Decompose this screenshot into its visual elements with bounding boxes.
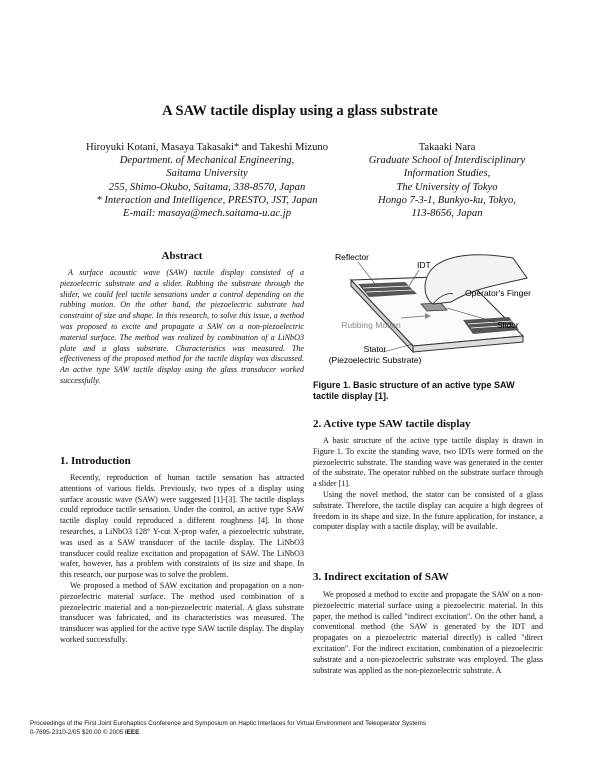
- author-names-right: Takaaki Nara: [418, 142, 476, 153]
- authors-left: [62, 141, 352, 220]
- label-slider: Slider: [497, 320, 519, 330]
- figure-1-diagram: [313, 248, 543, 378]
- footer-proceedings: Proceedings of the First Joint Eurohaptics Conference and Symposium on Haptic Interfaces for Virtual Environment and Teleoperator Systems: [30, 720, 426, 727]
- ieee-logo: IEEE: [124, 729, 140, 736]
- figure-caption: Figure 1. Basic structure of an active type SAW tactile display [1].: [313, 380, 515, 401]
- affiliation-line: The University of Tokyo: [396, 181, 498, 193]
- section-2-body: [313, 436, 543, 533]
- label-reflector: Reflector: [335, 252, 370, 262]
- affiliation-line: 255, Shimo-Okubo, Saitama, 338-8570, Japan: [108, 181, 306, 193]
- section-2-paragraph-2: Using the novel method, the stator can be consisted of a glass substrate. Therefore, the tactile display can acquire a high degrees of freedom in its shape and size. In the future application, for instance, a computer display with a tactile display, will be available.: [313, 489, 543, 532]
- footer-isbn-line: [30, 728, 590, 737]
- authors-right: [352, 141, 542, 220]
- paper-title: A SAW tactile display using a glass substrate: [162, 103, 438, 119]
- affiliation-line: Hongo 7-3-1, Bunkyo-ku, Tokyo,: [378, 194, 516, 206]
- label-stator: Stator: [363, 344, 387, 354]
- abstract-heading: Abstract: [161, 250, 203, 262]
- author-email: E-mail: masaya@mech.saitama-u.ac.jp: [122, 208, 292, 220]
- footer-isbn: 0-7695-2310-2/05 $20.00 © 2005: [30, 729, 124, 736]
- section-2-heading: 2. Active type SAW tactile display: [313, 418, 471, 430]
- section-3-paragraph-1: We proposed a method to excite and propagate the SAW on a non-piezoelectric material surface using a piezoelectric material. In this paper, the method is called "indirect excitation". On the other hand, a conventional method (the SAW is generated by the IDT and propagates on a piezoelectric material directly) is called "direct excitation". For the indirect excitation, combination of a piezoelectric substrate and a non-piezoelectric substrate was employed. The glass substrate was applied as the non-piezoelectric substrate. A: [313, 590, 543, 675]
- figure-1: [313, 248, 543, 378]
- page-footer: [30, 719, 590, 737]
- intro-paragraph-1: Recently, reproduction of human tactile sensation has attracted attentions of various fields. Previously, two types of a display using surface acoustic wave (SAW) were suggested [1]-[3]. The tactile displays could reproduce tactile sensation. Under the control, an active type SAW tactile display could reproduced a different roughness [4]. In those researches, a LiNbO3 128° Y-cut X-prop wafer, a piezoelectric substrate, was used as a SAW transducer of the tactile display. The LiNbO3 transducer could realize excitation and propagation of SAW. The LiNbO3 wafer, however, has a problem with constraints of its size and shape. In this research, our purpose was to solve the problem.: [60, 473, 304, 580]
- label-finger: Operator's Finger: [465, 288, 531, 298]
- section-3-heading: 3. Indirect excitation of SAW: [313, 571, 449, 583]
- label-rubbing: Rubbing Motion: [341, 320, 401, 330]
- affiliation-line: Saitama University: [166, 168, 248, 180]
- affiliation-line: 113-8656, Japan: [411, 208, 483, 220]
- section-3-body: [313, 590, 543, 676]
- intro-paragraph-2: We proposed a method of SAW excitation and propagation on a non-piezoelectric material surface. The method used combination of a piezoelectric material and a non-piezoelectric material. A glass substrate transducer was fabricated, and its characteristics was measured. The transducer was applied for the active type SAW tactile display. The display worked successfully.: [60, 580, 304, 644]
- abstract-text: A surface acoustic wave (SAW) tactile display consisted of a piezoelectric substrate and a slider. Rubbing the substrate through the slider, we could feel tactile sensations under a control depending on the rubbing motion. On the other hand, the piezoelectric substrate had constraint of size and shape. In this research, to solve this issue, a method was proposed to excite and propagate a SAW on a non-piezoelectric material surface. The method was realized by combination of a LiNbO3 plate and a glass substrate. Characteristics was measured. The effectiveness of the proposed method for the tactile display was discussed. An active type SAW tactile display using the glass transducer worked successfully.: [60, 268, 304, 385]
- label-stator-sub: (Piezoelectric Substrate): [328, 355, 422, 365]
- affiliation-line: Information Studies,: [403, 168, 491, 180]
- author-names-left: Hiroyuki Kotani, Masaya Takasaki* and Takeshi Mizuno: [85, 142, 329, 153]
- affiliation-line: Department. of Mechanical Engineering,: [119, 155, 295, 167]
- label-idt: IDT: [417, 260, 431, 270]
- affiliation-line: * Interaction and Intelligence, PRESTO, JST, Japan: [96, 194, 318, 206]
- intro-heading: 1. Introduction: [60, 455, 131, 467]
- affiliation-line: Graduate School of Interdisciplinary: [368, 155, 526, 167]
- intro-body: [60, 473, 304, 646]
- section-2-paragraph-1: A basic structure of the active type tactile display is drawn in Figure 1. To excite the standing wave, two IDTs were formed on the piezoelectric substrate. The standing wave was generated in the center of the substrate. The operator rubbed on the substrate surface through a slider [1].: [313, 436, 543, 489]
